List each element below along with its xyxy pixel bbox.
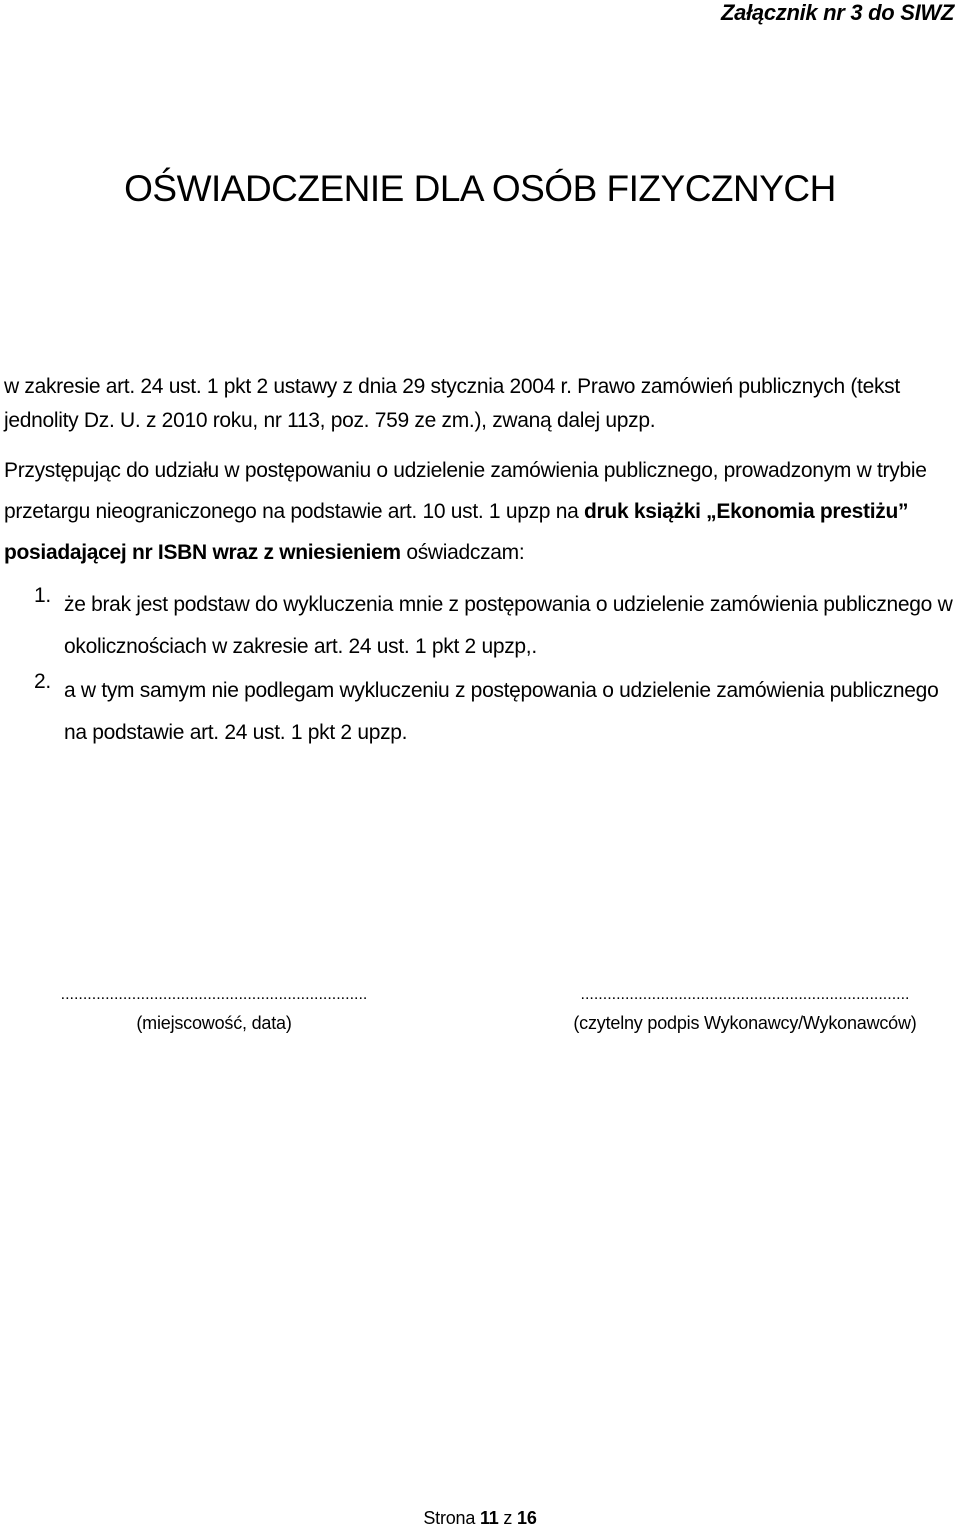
body-text-start: Przystępując do udziału w postępowaniu o udzielenie zamówienia publicznego, prowadzonym w trybie przetargu nieograniczonego na podstawie art. 10 ust. 1 upzp na (4, 459, 927, 523)
list-item-number: 1. (34, 584, 51, 607)
page-total: 16 (517, 1508, 537, 1528)
page-number: 11 (479, 1508, 499, 1528)
body-paragraph (4, 450, 956, 573)
page-prefix: Strona (423, 1508, 480, 1528)
list-item-text: a w tym samym nie podlegam wykluczeniu z postępowania o udzielenie zamówienia publicznego na podstawie art. 24 ust. 1 pkt 2 upzp. (64, 679, 939, 744)
page-separator: z (498, 1508, 518, 1528)
place-date-dots: ..................................................................... (60, 986, 368, 1003)
page-title: OŚWIADCZENIE DLA OSÓB FIZYCZNYCH (124, 168, 836, 209)
contractor-signature-label: (czytelny podpis Wykonawcy/Wykonawców) (573, 1013, 917, 1033)
list-item-text: że brak jest podstaw do wykluczenia mnie z postępowania o udzielenie zamówienia publicznego w okolicznościach w zakresie art. 24 ust. 1 pkt 2 upzp,. (64, 593, 953, 658)
list-item-number: 2. (34, 670, 51, 693)
contractor-signature-dots: .......................................................................... (580, 986, 910, 1003)
intro-paragraph: w zakresie art. 24 ust. 1 pkt 2 ustawy z dnia 29 stycznia 2004 r. Prawo zamówień publicznych (tekst jednolity Dz. U. z 2010 roku, nr 113, poz. 759 ze zm.), zwaną dalej upzp. (4, 375, 900, 432)
subject-of-order: druk książki „Ekonomia prestiżu” posiadającej nr ISBN wraz z wniesieniem (4, 500, 909, 564)
place-date-label: (miejscowość, data) (136, 1013, 292, 1033)
body-text-end: oświadczam: (400, 541, 525, 564)
place-date-signature-field (4, 985, 424, 1035)
contractor-signature-field (535, 985, 955, 1035)
page-footer (0, 1508, 960, 1529)
annex-label: Załącznik nr 3 do SIWZ (721, 0, 954, 25)
